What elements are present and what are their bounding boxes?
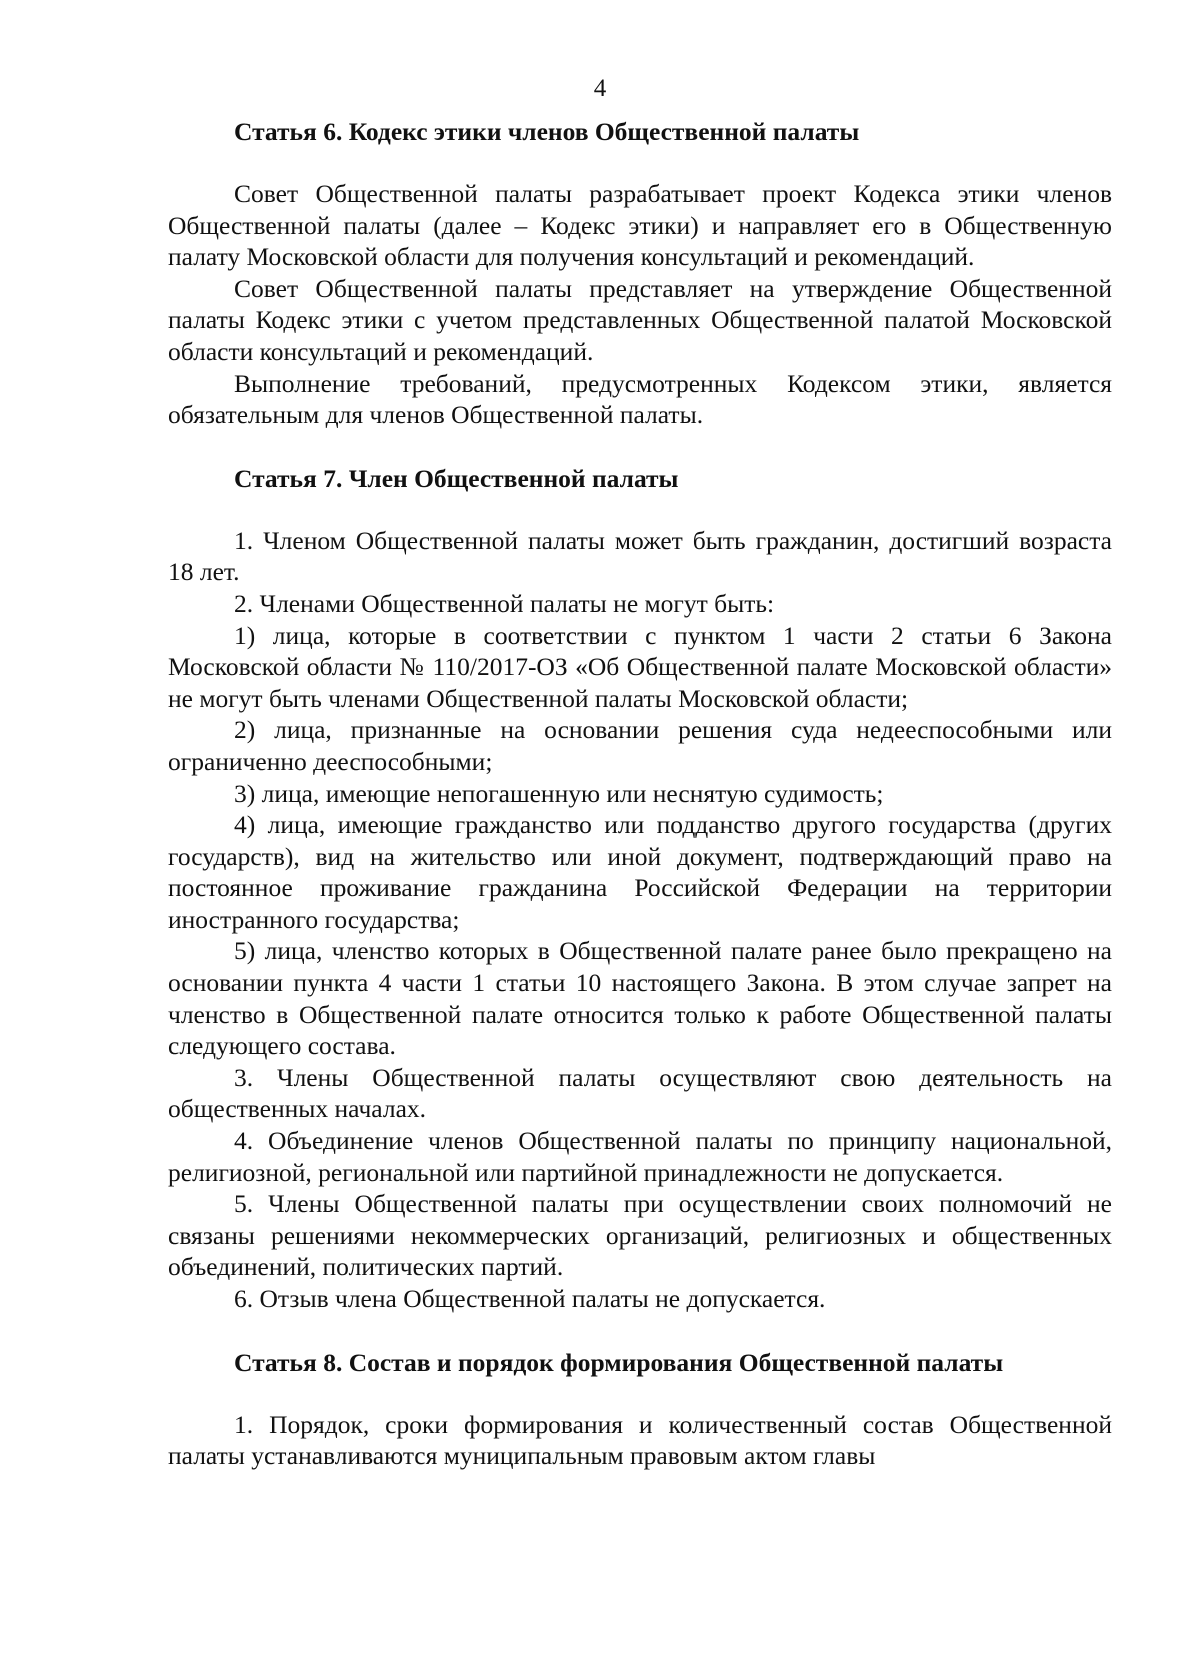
article-7-paragraph: 2. Членами Общественной палаты не могут быть:	[234, 588, 775, 618]
page-number: 4	[593, 75, 607, 102]
article-7-paragraph: 2) лица, признанные на основании решения суда недееспособными или ограниченно дееспособными;	[168, 715, 1112, 776]
article-7-paragraph: 5) лица, членство которых в Общественной палате ранее было прекращено на основании пункта 4 части 1 статьи 10 настоящего Закона. В этом случае запрет на членство в Общественной палате относится только к работе Общественной палаты следующего состава.	[168, 936, 1112, 1061]
article-6-paragraph: Совет Общественной палаты разрабатывает проект Кодекса этики членов Общественной палаты (далее – Кодекс этики) и направляет его в Общественную палату Московской области для получения консультаций и рекомендаций.	[168, 179, 1112, 272]
article-7-paragraph: 5. Члены Общественной палаты при осуществлении своих полномочий не связаны решениями некоммерческих организаций, религиозных и общественных объединений, политических партий.	[168, 1189, 1112, 1282]
article-7-paragraph: 4) лица, имеющие гражданство или подданство другого государства (других государств), вид на жительство или иной документ, подтверждающий право на постоянное проживание гражданина Российской Федерации на территории иностранного государства;	[168, 810, 1112, 934]
article-6-paragraph: Выполнение требований, предусмотренных Кодексом этики, является обязательным для членов Общественной палаты.	[168, 368, 1112, 430]
article-8-paragraph: 1. Порядок, сроки формирования и количественный состав Общественной палаты устанавливаются муниципальным правовым актом главы	[168, 1409, 1112, 1471]
article-7-paragraph: 1. Членом Общественной палаты может быть гражданин, достигший возраста 18 лет.	[168, 525, 1112, 587]
article-7-paragraph: 1) лица, которые в соответствии с пунктом 1 части 2 статьи 6 Закона Московской области № 110/2017-ОЗ «Об Общественной палате Московской области» не могут быть членами Общественной палаты Московской области;	[168, 620, 1112, 713]
article-7-paragraph: 3) лица, имеющие непогашенную или неснятую судимость;	[234, 778, 884, 808]
article-6-heading: Статья 6. Кодекс этики членов Общественной палаты	[234, 117, 860, 146]
article-8-heading: Статья 8. Состав и порядок формирования Общественной палаты	[234, 1347, 1004, 1377]
article-7-paragraph: 6. Отзыв члена Общественной палаты не допускается.	[234, 1284, 826, 1313]
document-body	[168, 116, 1112, 1472]
article-7-paragraph: 4. Объединение членов Общественной палаты по принципу национальной, религиозной, региональной или партийной принадлежности не допускается.	[168, 1126, 1112, 1187]
article-7-heading: Статья 7. Член Общественной палаты	[234, 463, 679, 493]
article-7-paragraph: 3. Члены Общественной палаты осуществляют свою деятельность на общественных началах.	[168, 1062, 1112, 1124]
article-6-paragraph: Совет Общественной палаты представляет на утверждение Общественной палаты Кодекс этики с учетом представленных Общественной палатой Московской области консультаций и рекомендаций.	[168, 273, 1112, 366]
